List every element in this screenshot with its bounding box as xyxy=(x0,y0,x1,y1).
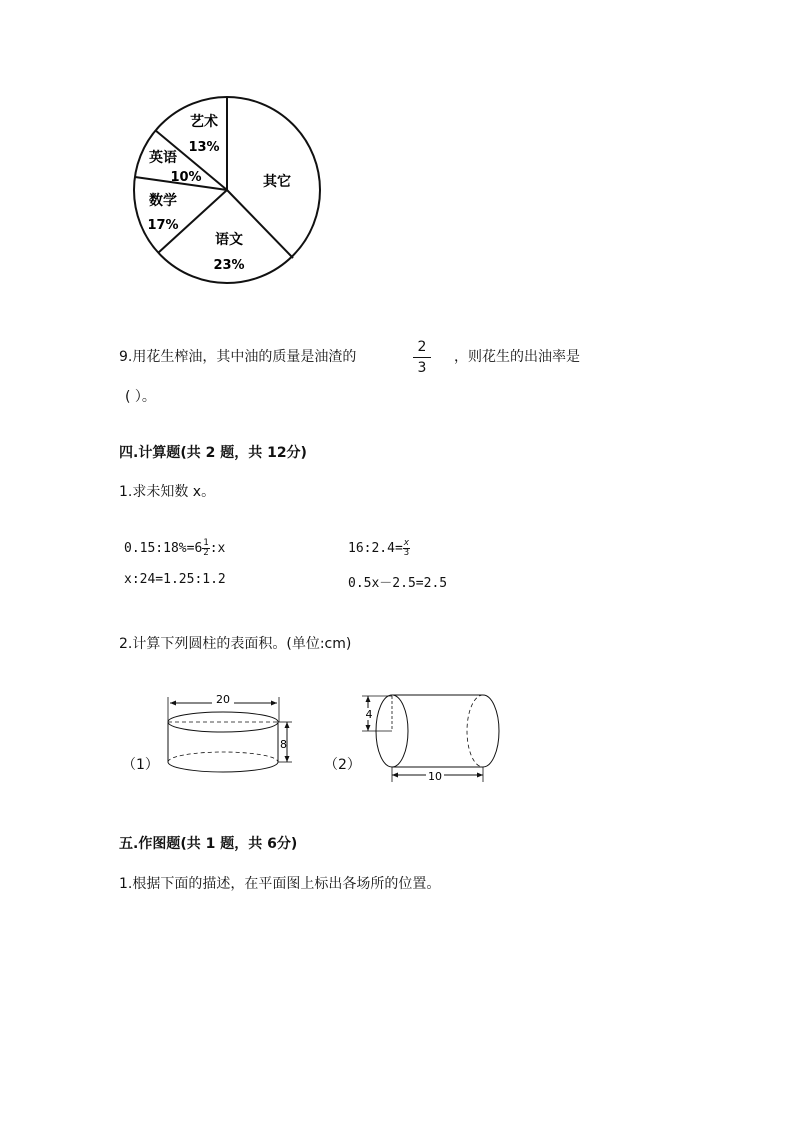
equation-4: 0.5x－2.5=2.5 xyxy=(348,576,448,591)
fig2-radius-label: 4 xyxy=(365,708,373,721)
eq1-prefix: 0.15:18%=6 xyxy=(124,541,203,556)
fig2-radius-arrow-bottom xyxy=(366,725,371,731)
fig2-right-front xyxy=(483,695,499,767)
pie-label-chinese-name: 语文 xyxy=(215,232,243,248)
pie-label-english-pct: 10% xyxy=(170,170,202,185)
section5-title: 五.作图题(共 1 题，共 6分) xyxy=(119,836,298,852)
q9-frac-den: 3 xyxy=(417,360,427,376)
fig1-width-arrow-left xyxy=(170,701,176,706)
pie-label-english-name: 英语 xyxy=(149,150,177,166)
equation-3: x:24=1.25:1.2 xyxy=(124,572,226,587)
q9-suffix: ，则花生的出油率是 xyxy=(454,349,580,365)
pie-label-chinese-pct: 23% xyxy=(213,258,245,273)
section5-q1: 1.根据下面的描述，在平面图上标出各场所的位置。 xyxy=(119,876,441,892)
eq1-fraction xyxy=(202,539,209,558)
fig2-radius-arrow-top xyxy=(366,696,371,702)
pie-chart xyxy=(125,95,330,290)
fig1-width-arrow-right xyxy=(271,701,277,706)
fig1-height-label: 8 xyxy=(280,738,287,751)
q9-text xyxy=(119,346,356,366)
cylinder-figure-2 xyxy=(362,690,502,785)
cylinder-figure-1 xyxy=(160,688,300,778)
eq2-prefix: 16:2.4= xyxy=(348,541,403,556)
fig2-length-arrow-left xyxy=(392,773,398,778)
pie-label-other-name: 其它 xyxy=(263,174,291,190)
eq1-den: 2 xyxy=(203,548,209,558)
pie-label-art-pct: 13% xyxy=(188,140,220,155)
eq2-fraction xyxy=(403,539,410,558)
q9-frac-num: 2 xyxy=(413,340,431,358)
fig1-height-arrow-top xyxy=(285,722,290,728)
eq1-suffix: :x xyxy=(209,541,226,556)
fig1-width-label: 20 xyxy=(216,693,230,706)
fig1-bottom-front xyxy=(168,762,278,772)
fig2-length-label: 10 xyxy=(428,770,442,783)
section4-q1: 1.求未知数 x。 xyxy=(119,484,216,500)
q9-prefix: 9.用花生榨油，其中油的质量是油渣的 xyxy=(119,349,357,365)
q9-fraction xyxy=(413,340,431,375)
equation-2 xyxy=(348,539,410,558)
eq2-den: 3 xyxy=(403,548,410,558)
pie-label-math-name: 数学 xyxy=(149,193,177,209)
fig2-length-arrow-right xyxy=(477,773,483,778)
eq1-num: 1 xyxy=(203,538,209,548)
pie-label-art-name: 艺术 xyxy=(190,114,218,130)
pie-label-math-pct: 17% xyxy=(147,218,179,233)
fig2-right-back xyxy=(467,695,483,767)
equation-1 xyxy=(124,539,225,558)
eq2-num: x xyxy=(403,538,410,548)
fig1-height-arrow-bottom xyxy=(285,756,290,762)
fig1-label: （1） xyxy=(122,757,159,773)
section4-q2: 2.计算下列圆柱的表面积。(单位:cm) xyxy=(119,636,352,652)
fig1-bottom-back xyxy=(168,752,278,762)
section4-title: 四.计算题(共 2 题，共 12分) xyxy=(119,445,307,461)
q9-answer-blank[interactable]: ( ）。 xyxy=(125,389,156,405)
fig2-label: （2） xyxy=(324,757,361,773)
